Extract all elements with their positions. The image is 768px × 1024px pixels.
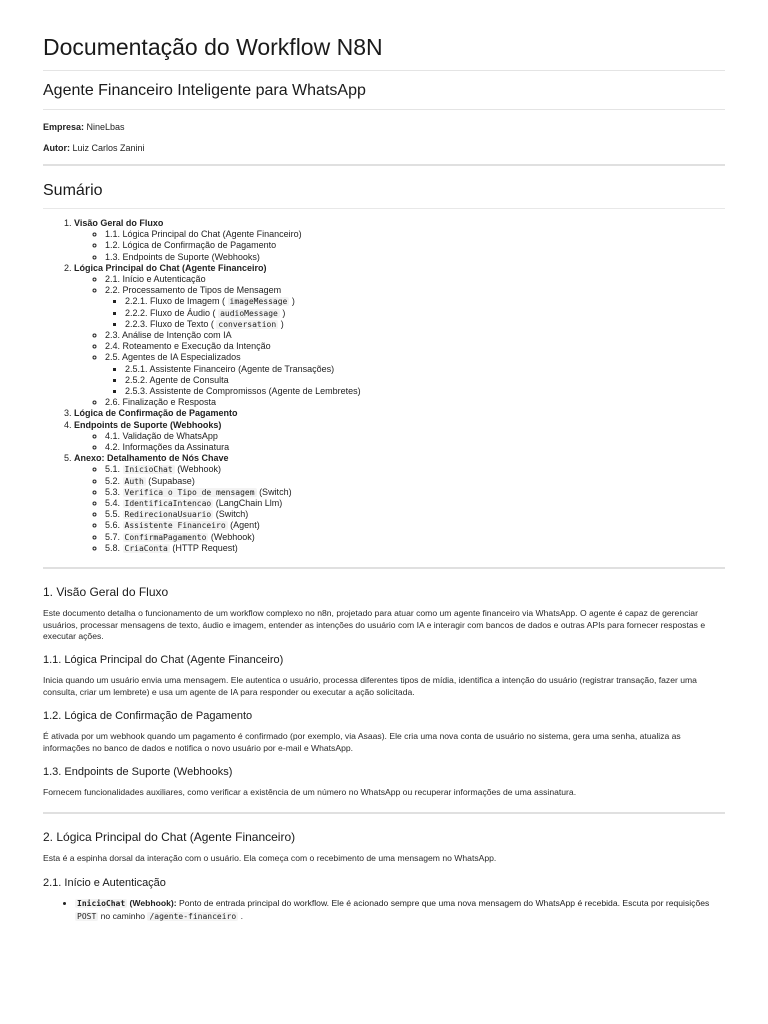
document-subtitle: Agente Financeiro Inteligente para WhatsApp [43,82,725,110]
section-paragraph: Fornecem funcionalidades auxiliares, como verificar a existência de um número no WhatsApp ou recuperar informações de uma assinatura. [43,786,577,797]
toc-link[interactable]: ◦ 5.6. Assistente Financeiro (Agent) [105,520,725,531]
toc-link[interactable]: Visão Geral do Fluxo [74,218,164,228]
toc-link[interactable]: ▪ 2.2.3. Fluxo de Texto ( conversation ) [125,319,725,330]
toc-link[interactable]: ◦ 1.2. Lógica de Confirmação de Pagamento [105,240,725,251]
table-of-contents [43,218,725,554]
toc-link[interactable]: ◦ 1.3. Endpoints de Suporte (Webhooks) [105,252,725,263]
toc-link[interactable]: ▪ 2.2.2. Fluxo de Áudio ( audioMessage ) [125,308,725,319]
toc-item-2[interactable] [74,263,725,409]
author-line [43,143,725,153]
section-1 [43,585,725,798]
toc-link[interactable]: ◦ 5.7. ConfirmaPagamento (Webhook) [105,532,725,543]
toc-link[interactable]: ◦ 2.6. Finalização e Resposta [105,397,725,408]
toc-link[interactable]: ◦ 5.5. RedirecionaUsuario (Switch) [105,509,725,520]
toc-link[interactable]: ◦ 5.3. Verifica o Tipo de mensagem (Switch) [105,487,725,498]
company-value: NineLbas [84,122,125,132]
toc-link[interactable]: ◦ 1.1. Lógica Principal do Chat (Agente Financeiro) [105,229,725,240]
toc-link[interactable]: 2.2. Processamento de Tipos de Mensagem [105,285,282,296]
subsection-heading: 1.2. Lógica de Confirmação de Pagamento [43,710,253,723]
toc-link[interactable]: Lógica de Confirmação de Pagamento [74,408,238,419]
toc-link[interactable]: 2.5. Agentes de IA Especializados [105,352,241,363]
document-title: Documentação do Workflow N8N [43,34,725,71]
divider [43,812,725,814]
toc-link[interactable]: ▪ 2.2.1. Fluxo de Imagem ( imageMessage ) [125,296,725,307]
toc-link[interactable]: ◦ 2.1. Início e Autenticação [105,274,725,285]
toc-item-2-2[interactable] [105,285,725,330]
author-label: Autor: [43,143,70,153]
toc-link[interactable]: Anexo: Detalhamento de Nós Chave [74,453,229,464]
toc-link[interactable]: ◦ 2.4. Roteamento e Execução da Intenção [105,341,725,352]
subsection-heading: 1.1. Lógica Principal do Chat (Agente Financeiro) [43,654,284,667]
toc-link[interactable]: Endpoints de Suporte (Webhooks) [74,419,222,430]
toc-link[interactable]: ◦ 2.3. Análise de Intenção com IA [105,330,725,341]
toc-link[interactable]: ◦ 5.2. Auth (Supabase) [105,476,725,487]
toc-link[interactable]: ◦ 4.2. Informações da Assinatura [105,442,725,453]
toc-link[interactable]: ◦ 4.1. Validação de WhatsApp [105,431,725,442]
toc-item-5[interactable] [74,453,725,554]
toc-item-4[interactable] [74,420,725,454]
section-heading: 1. Visão Geral do Fluxo [43,585,169,600]
section-paragraph: É ativada por um webhook quando um pagamento é confirmado (por exemplo, via Asaas). Ele cria uma nova conta de usuário no sistema, gera uma senha, atualiza as informações no banco de dados e notifica o novo usuário por e-mail e WhatsApp. [43,731,681,753]
section-2 [43,830,725,922]
node-item: • InicioChat (Webhook): Ponto de entrada principal do workflow. Ele é acionado sempre que uma nova mensagem do WhatsApp é recebida. Escuta por requisições POST no caminho /agente-financeiro . [75,897,725,923]
section-paragraph: Esta é a espinha dorsal da interação com o usuário. Ela começa com o recebimento de uma mensagem no WhatsApp. [43,853,497,864]
section-heading: 2. Lógica Principal do Chat (Agente Financeiro) [43,830,296,845]
toc-link[interactable]: Lógica Principal do Chat (Agente Financeiro) [74,262,267,273]
toc-link[interactable]: ▪ 2.5.3. Assistente de Compromissos (Agente de Lembretes) [125,386,725,397]
toc-link[interactable]: ▪ 2.5.1. Assistente Financeiro (Agente de Transações) [125,364,725,375]
toc-item-1[interactable] [74,218,725,263]
section-paragraph: Este documento detalha o funcionamento de um workflow complexo no n8n, projetado para atuar como um agente financeiro via WhatsApp. O agente é capaz de gerenciar usuários, processar mensagens de texto, áudio e imagem, entender as intenções do usuário com IA e interagir com bancos de dados e outras APIs para fornecer respostas e executar ações. [43,608,706,641]
toc-title: Sumário [43,182,725,209]
toc-item-3[interactable] [74,408,725,419]
company-label: Empresa: [43,122,85,132]
document-meta [43,122,725,153]
toc-link[interactable]: ◦ 5.8. CriaConta (HTTP Request) [105,543,725,554]
toc-item-2-5[interactable] [105,352,725,397]
toc-link[interactable]: ◦ 5.1. InicioChat (Webhook) [105,464,725,475]
company-line [43,122,725,132]
subsection-heading: 1.3. Endpoints de Suporte (Webhooks) [43,765,233,778]
node-code: InicioChat [77,898,126,908]
subsection-heading: 2.1. Início e Autenticação [43,876,166,889]
node-list [43,897,725,923]
toc-link[interactable]: ◦ 5.4. IdentificaIntencao (LangChain Llm) [105,498,725,509]
divider [43,164,725,166]
toc-link[interactable]: ▪ 2.5.2. Agente de Consulta [125,375,725,386]
divider [43,567,725,569]
section-paragraph: Inicia quando um usuário envia uma mensagem. Ele autentica o usuário, processa diferentes tipos de mídia, identifica a intenção do usuário (registrar transação, fazer uma consulta, criar um lembrete) e usa um agente de IA para responder ou executar a ação solicitada. [43,675,697,697]
author-value: Luiz Carlos Zanini [70,143,145,153]
